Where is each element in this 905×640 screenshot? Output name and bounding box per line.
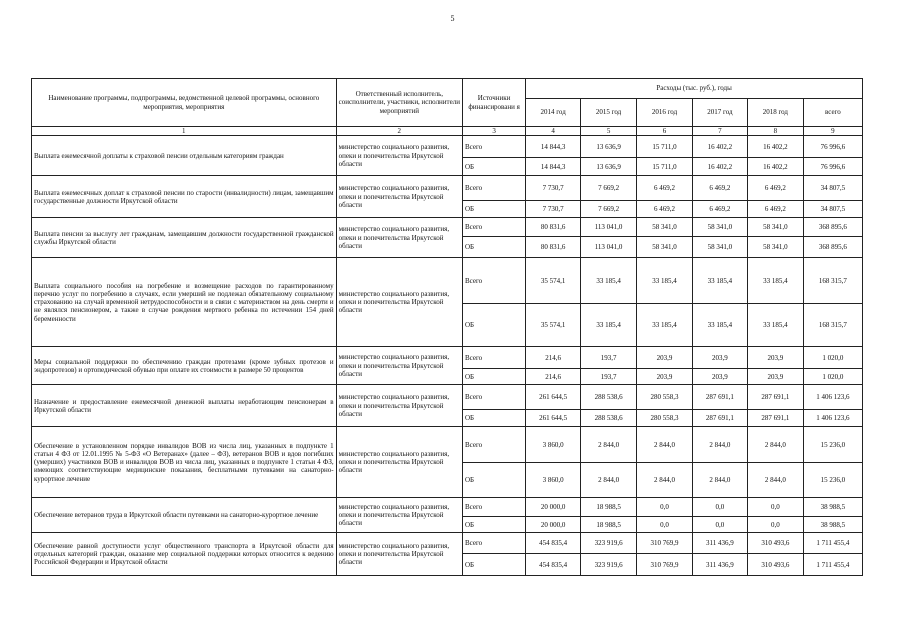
column-index: 6 [637, 127, 693, 136]
year-value: 16 402,2 [747, 158, 803, 176]
year-value: 288 538,6 [581, 385, 637, 410]
year-value: 58 341,0 [747, 237, 803, 258]
executor: министерство социального развития, опеки и попечительства Иркутской области [336, 218, 462, 258]
year-value: 13 636,9 [581, 136, 637, 158]
measure-name: Выплата ежемесячных доплат к страховой пенсии по старости (инвалидности) лицам, замещавшим государственные должности Иркутской области [32, 176, 337, 218]
year-value: 113 041,0 [581, 218, 637, 237]
year-value: 323 919,6 [581, 533, 637, 554]
year-value: 18 988,5 [581, 498, 637, 517]
header-year: 2015 год [581, 99, 637, 127]
header-year: 2018 год [747, 99, 803, 127]
year-value: 214,6 [526, 369, 581, 385]
total-value: 168 315,7 [803, 258, 862, 304]
year-value: 58 341,0 [637, 218, 693, 237]
table-row [32, 258, 863, 304]
executor: министерство социального развития, опеки и попечительства Иркутской области [336, 176, 462, 218]
column-index: 3 [463, 127, 526, 136]
year-value: 454 835,4 [526, 554, 581, 576]
table-row [32, 498, 863, 517]
funding-source: Всего [463, 427, 526, 463]
table-row [32, 136, 863, 158]
year-value: 20 000,0 [526, 498, 581, 517]
header-year: 2016 год [637, 99, 693, 127]
year-value: 14 844,3 [526, 136, 581, 158]
funding-source: ОБ [463, 463, 526, 498]
funding-source: ОБ [463, 237, 526, 258]
funding-source: Всего [463, 136, 526, 158]
table-body [32, 136, 863, 576]
year-value: 33 185,4 [637, 258, 693, 304]
year-value: 2 844,0 [581, 427, 637, 463]
year-value: 454 835,4 [526, 533, 581, 554]
year-value: 15 711,0 [637, 136, 693, 158]
executor: министерство социального развития, опеки и попечительства Иркутской области [336, 258, 462, 347]
total-value: 1 406 123,6 [803, 410, 862, 427]
year-value: 7 669,2 [581, 176, 637, 201]
funding-source: ОБ [463, 517, 526, 533]
year-value: 0,0 [692, 517, 747, 533]
year-value: 80 831,6 [526, 237, 581, 258]
total-value: 76 996,6 [803, 158, 862, 176]
year-value: 16 402,2 [692, 136, 747, 158]
funding-source: Всего [463, 347, 526, 369]
column-index: 7 [692, 127, 747, 136]
funding-source: Всего [463, 258, 526, 304]
year-value: 33 185,4 [581, 258, 637, 304]
total-value: 168 315,7 [803, 304, 862, 347]
total-value: 368 895,6 [803, 237, 862, 258]
year-value: 0,0 [747, 517, 803, 533]
column-index: 2 [336, 127, 462, 136]
year-value: 6 469,2 [692, 176, 747, 201]
year-value: 287 691,1 [692, 410, 747, 427]
total-value: 34 807,5 [803, 176, 862, 201]
header-expenses: Расходы (тыс. руб.), годы [526, 79, 863, 99]
year-value: 58 341,0 [692, 237, 747, 258]
year-value: 7 730,7 [526, 176, 581, 201]
year-value: 7 669,2 [581, 201, 637, 218]
funding-source: Всего [463, 533, 526, 554]
year-value: 0,0 [747, 498, 803, 517]
year-value: 2 844,0 [747, 427, 803, 463]
funding-source: ОБ [463, 369, 526, 385]
header-year: 2017 год [692, 99, 747, 127]
year-value: 2 844,0 [747, 463, 803, 498]
total-value: 76 996,6 [803, 136, 862, 158]
table-row [32, 385, 863, 410]
year-value: 287 691,1 [747, 410, 803, 427]
year-value: 203,9 [747, 347, 803, 369]
executor: министерство социального развития, опеки и попечительства Иркутской области [336, 347, 462, 385]
year-value: 311 436,9 [692, 533, 747, 554]
year-value: 3 860,0 [526, 463, 581, 498]
year-value: 2 844,0 [637, 463, 693, 498]
year-value: 203,9 [692, 347, 747, 369]
year-value: 33 185,4 [581, 304, 637, 347]
total-value: 15 236,0 [803, 463, 862, 498]
year-value: 6 469,2 [637, 201, 693, 218]
year-value: 13 636,9 [581, 158, 637, 176]
header-total: всего [803, 99, 862, 127]
executor: министерство социального развития, опеки и попечительства Иркутской области [336, 136, 462, 176]
total-value: 34 807,5 [803, 201, 862, 218]
year-value: 311 436,9 [692, 554, 747, 576]
year-value: 33 185,4 [747, 304, 803, 347]
header-source: Источники финансировани я [463, 79, 526, 127]
total-value: 1 020,0 [803, 347, 862, 369]
year-value: 6 469,2 [747, 176, 803, 201]
measure-name: Выплата социального пособия на погребение и возмещение расходов по гарантированному перечню услуг по погребению в случаях, если умерший не подлежал обязательному социальному страхованию на случай временной нетрудоспособности и в связи с материнством на день смерти и не являлся пенсионером, а также в случае рождения мертвого ребенка по истечении 154 дней беременности [32, 258, 337, 347]
column-index: 9 [803, 127, 862, 136]
total-value: 1 711 455,4 [803, 554, 862, 576]
year-value: 33 185,4 [692, 304, 747, 347]
total-value: 38 988,5 [803, 498, 862, 517]
year-value: 0,0 [637, 498, 693, 517]
header-year: 2014 год [526, 99, 581, 127]
measure-name: Выплата ежемесячной доплаты к страховой пенсии отдельным категориям граждан [32, 136, 337, 176]
year-value: 2 844,0 [637, 427, 693, 463]
executor: министерство социального развития, опеки и попечительства Иркутской области [336, 498, 462, 533]
table-row [32, 176, 863, 201]
year-value: 0,0 [692, 498, 747, 517]
funding-source: Всего [463, 176, 526, 201]
measure-name: Обеспечение в установленном порядке инвалидов ВОВ из числа лиц, указанных в подпункте 1 статьи 4 ФЗ от 12.01.1995 № 5-ФЗ «О Ветеранах» (далее – ФЗ), ветеранов ВОВ и вдов погибших (умерших) участников ВОВ и инвалидов ВОВ из числа лиц, указанных в подпункте 1 статьи 4 ФЗ, имеющих соответствующие медицинские показания, бесплатными путевками на санаторно-курортное лечение [32, 427, 337, 498]
table-row [32, 347, 863, 369]
table-row [32, 533, 863, 554]
year-value: 18 988,5 [581, 517, 637, 533]
funding-source: ОБ [463, 554, 526, 576]
year-value: 6 469,2 [637, 176, 693, 201]
year-value: 287 691,1 [747, 385, 803, 410]
header-executor: Ответственный исполнитель, соисполнители, участники, исполнители мероприятий [336, 79, 462, 127]
expenses-table [31, 78, 863, 576]
total-value: 15 236,0 [803, 427, 862, 463]
funding-source: ОБ [463, 158, 526, 176]
year-value: 0,0 [637, 517, 693, 533]
year-value: 203,9 [637, 347, 693, 369]
year-value: 2 844,0 [581, 463, 637, 498]
year-value: 214,6 [526, 347, 581, 369]
year-value: 261 644,5 [526, 410, 581, 427]
funding-source: ОБ [463, 410, 526, 427]
year-value: 323 919,6 [581, 554, 637, 576]
year-value: 33 185,4 [692, 258, 747, 304]
year-value: 113 041,0 [581, 237, 637, 258]
year-value: 14 844,3 [526, 158, 581, 176]
year-value: 33 185,4 [637, 304, 693, 347]
year-value: 193,7 [581, 347, 637, 369]
year-value: 2 844,0 [692, 427, 747, 463]
year-value: 33 185,4 [747, 258, 803, 304]
total-value: 368 895,6 [803, 218, 862, 237]
year-value: 16 402,2 [747, 136, 803, 158]
year-value: 58 341,0 [747, 218, 803, 237]
column-index: 1 [32, 127, 337, 136]
year-value: 310 769,9 [637, 554, 693, 576]
year-value: 6 469,2 [747, 201, 803, 218]
measure-name: Назначение и предоставление ежемесячной денежной выплаты неработающим пенсионерам в Иркутской области [32, 385, 337, 427]
funding-source: Всего [463, 498, 526, 517]
year-value: 3 860,0 [526, 427, 581, 463]
total-value: 1 711 455,4 [803, 533, 862, 554]
table-row [32, 218, 863, 237]
year-value: 16 402,2 [692, 158, 747, 176]
year-value: 6 469,2 [692, 201, 747, 218]
year-value: 193,7 [581, 369, 637, 385]
measure-name: Обеспечение равной доступности услуг общественного транспорта в Иркутской области для отдельных категорий граждан, оказание мер социальной поддержки которых относится к ведению Российской Федерации и Иркутской области [32, 533, 337, 576]
measure-name: Обеспечение ветеранов труда в Иркутской области путевками на санаторно-курортное лечение [32, 498, 337, 533]
year-value: 35 574,1 [526, 258, 581, 304]
total-value: 38 988,5 [803, 517, 862, 533]
executor: министерство социального развития, опеки и попечительства Иркутской области [336, 533, 462, 576]
year-value: 58 341,0 [692, 218, 747, 237]
year-value: 310 493,6 [747, 533, 803, 554]
year-value: 310 493,6 [747, 554, 803, 576]
year-value: 288 538,6 [581, 410, 637, 427]
page-number: 5 [450, 14, 455, 23]
funding-source: ОБ [463, 201, 526, 218]
column-index: 8 [747, 127, 803, 136]
column-index: 5 [581, 127, 637, 136]
executor: министерство социального развития, опеки и попечительства Иркутской области [336, 385, 462, 427]
year-value: 80 831,6 [526, 218, 581, 237]
year-value: 35 574,1 [526, 304, 581, 347]
year-value: 203,9 [637, 369, 693, 385]
year-value: 7 730,7 [526, 201, 581, 218]
funding-source: Всего [463, 218, 526, 237]
column-index: 4 [526, 127, 581, 136]
funding-source: Всего [463, 385, 526, 410]
year-value: 58 341,0 [637, 237, 693, 258]
total-value: 1 406 123,6 [803, 385, 862, 410]
year-value: 203,9 [692, 369, 747, 385]
total-value: 1 020,0 [803, 369, 862, 385]
header-name: Наименование программы, подпрограммы, ведомственной целевой программы, основного мероприятия, мероприятия [32, 79, 337, 127]
year-value: 20 000,0 [526, 517, 581, 533]
funding-source: ОБ [463, 304, 526, 347]
measure-name: Меры социальной поддержки по обеспечению граждан протезами (кроме зубных протезов и эндопротезов) и ортопедической обувью при оплате их стоимости в размере 50 процентов [32, 347, 337, 385]
year-value: 310 769,9 [637, 533, 693, 554]
year-value: 261 644,5 [526, 385, 581, 410]
table-row [32, 427, 863, 463]
year-value: 203,9 [747, 369, 803, 385]
year-value: 2 844,0 [692, 463, 747, 498]
executor: министерство социального развития, опеки и попечительства Иркутской области [336, 427, 462, 498]
measure-name: Выплата пенсии за выслугу лет гражданам, замещавшим должности государственной гражданской службы Иркутской области [32, 218, 337, 258]
year-value: 280 558,3 [637, 385, 693, 410]
year-value: 287 691,1 [692, 385, 747, 410]
year-value: 280 558,3 [637, 410, 693, 427]
year-value: 15 711,0 [637, 158, 693, 176]
